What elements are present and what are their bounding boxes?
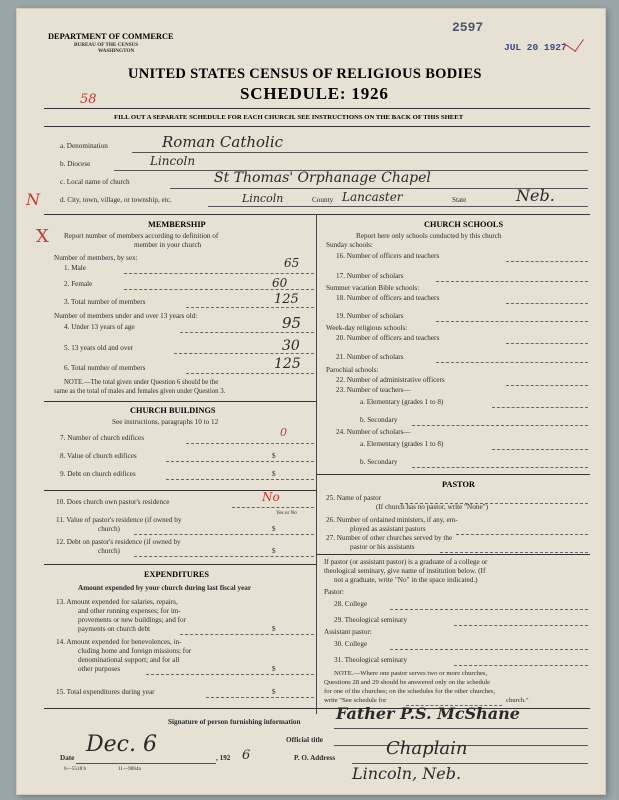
membership-intro-2: member in your church xyxy=(134,241,202,249)
received-date-stamp: JUL 20 1927 xyxy=(504,42,567,53)
q15-dollar: $ xyxy=(272,688,276,696)
membership-intro-1: Report number of members according to definition of xyxy=(64,232,219,240)
q24-label: 24. Number of scholars— xyxy=(336,428,411,436)
county-value: Lancaster xyxy=(342,190,403,204)
q22-label: 22. Number of administrative officers xyxy=(336,376,445,384)
denomination-label: a. Denomination xyxy=(60,142,108,150)
q14-label: 14. Amount expended for benevolences, in- xyxy=(56,638,182,646)
city-header: WASHINGTON xyxy=(98,48,135,54)
expenditures-sub: Amount expended by your church during last fiscal year xyxy=(78,584,252,592)
q24a-label: a. Elementary (grades 1 to 8) xyxy=(360,440,444,448)
q13-label: 13. Amount expended for salaries, repairs, xyxy=(56,598,178,606)
schools-intro: Report here only schools conducted by this church xyxy=(356,232,502,240)
q8-dollar: $ xyxy=(272,452,276,460)
year-digit: 6 xyxy=(242,748,251,763)
po-address-line1: Chaplain xyxy=(386,738,468,759)
top-rule xyxy=(44,108,590,109)
form-number: 6—5518 b xyxy=(64,766,87,772)
pastor-note-5: church." xyxy=(506,697,529,704)
serial-number: 2597 xyxy=(452,20,484,35)
graduate-text-1: If pastor (or assistant pastor) is a graduate of a college or xyxy=(324,558,488,566)
pastor-title: PASTOR xyxy=(442,480,475,489)
pastor-note-2: Questions 28 and 29 should be answered only on the schedule xyxy=(324,679,491,686)
diocese-label: b. Diocese xyxy=(60,160,91,168)
q4-label: 4. Under 13 years of age xyxy=(64,323,135,331)
q18-label: 18. Number of officers and teachers xyxy=(336,294,440,302)
q15-label: 15. Total expenditures during year xyxy=(56,688,155,696)
signature-value: Father P.S. McShane xyxy=(336,704,520,723)
state-label: State xyxy=(452,196,467,204)
q20-label: 20. Number of officers and teachers xyxy=(336,334,440,342)
pastor-sub-label: Pastor: xyxy=(324,588,344,596)
graduate-text-3: not a graduate, write "No" in the space indicated.) xyxy=(334,576,478,584)
q5-value: 30 xyxy=(282,338,300,354)
date-label: Date xyxy=(60,754,75,762)
q12-label: 12. Debt on pastor's residence (if owned by xyxy=(56,538,181,546)
department-header: DEPARTMENT OF COMMERCE xyxy=(48,32,174,41)
schools-title: CHURCH SCHOOLS xyxy=(424,220,504,229)
official-title-label: Official title xyxy=(286,736,323,744)
q6-value: 125 xyxy=(274,356,301,372)
q11-label-2: church) xyxy=(98,525,120,533)
city-label: d. City, town, village, or township, etc. xyxy=(60,196,172,204)
expenditures-title: EXPENDITURES xyxy=(144,570,210,579)
weekday-label: Week-day religious schools: xyxy=(326,324,408,332)
q23-label: 23. Number of teachers— xyxy=(336,386,411,394)
q12-dollar: $ xyxy=(272,547,276,555)
graduate-text-2: theological seminary, give name of institution below. (If xyxy=(324,567,486,575)
column-divider xyxy=(316,214,317,714)
church-name-label: c. Local name of church xyxy=(60,178,130,186)
instruction-rule xyxy=(44,126,590,127)
membership-title: MEMBERSHIP xyxy=(148,220,206,229)
pastor-note-4: write "See schedule for xyxy=(324,697,387,704)
q9-dollar: $ xyxy=(272,470,276,478)
city-value: Lincoln xyxy=(242,192,284,205)
q13-label-2: and other running expenses; for im- xyxy=(78,607,181,615)
denomination-value: Roman Catholic xyxy=(162,133,284,151)
age-intro-label: Number of members under and over 13 years old: xyxy=(54,312,198,320)
q31-label: 31. Theological seminary xyxy=(334,656,408,664)
section-rule xyxy=(44,214,590,215)
buildings-sub: See instructions, paragraphs 10 to 12 xyxy=(112,418,219,426)
q13-label-3: provements or new buildings; and for xyxy=(78,616,186,624)
q6-label: 6. Total number of members xyxy=(64,364,146,372)
sunday-label: Sunday schools: xyxy=(326,241,373,249)
q13-dollar: $ xyxy=(272,625,276,633)
signature-label: Signature of person furnishing information xyxy=(168,718,301,726)
q5-label: 5. 13 years old and over xyxy=(64,344,134,352)
q28-label: 28. College xyxy=(334,600,368,608)
membership-note-1: NOTE.—The total given under Question 6 should be the xyxy=(64,379,219,386)
buildings-title: CHURCH BUILDINGS xyxy=(130,406,216,415)
q25-sub: (If church has no pastor, write "None") xyxy=(376,503,488,511)
state-value: Neb. xyxy=(516,186,555,205)
print-number: 11—9064a xyxy=(118,766,141,772)
q27-label: 27. Number of other churches served by the xyxy=(326,534,453,542)
po-address-line2: Lincoln, Neb. xyxy=(352,764,462,783)
q26-label-2: ployed as assistant pastors xyxy=(350,525,426,533)
q26-label: 26. Number of ordained ministers, if any, em- xyxy=(326,516,458,524)
by-sex-label: Number of members, by sex: xyxy=(54,254,138,262)
q19-label: 19. Number of scholars xyxy=(336,312,404,320)
q29-label: 29. Theological seminary xyxy=(334,616,408,624)
form-title: UNITED STATES CENSUS OF RELIGIOUS BODIES xyxy=(128,66,482,82)
q24b-label: b. Secondary xyxy=(360,458,398,466)
q1-value: 65 xyxy=(284,256,300,270)
diocese-value: Lincoln xyxy=(150,154,196,168)
q23a-label: a. Elementary (grades 1 to 8) xyxy=(360,398,444,406)
q16-label: 16. Number of officers and teachers xyxy=(336,252,440,260)
q9-label: 9. Debt on church edifices xyxy=(60,470,136,478)
assistant-sub-label: Assistant pastor: xyxy=(324,628,372,636)
q7-label: 7. Number of church edifices xyxy=(60,434,145,442)
q1-label: 1. Male xyxy=(64,264,86,272)
q14-label-3: denominational support; and for all xyxy=(78,656,180,664)
q2-label: 2. Female xyxy=(64,280,93,288)
q10-label: 10. Does church own pastor's residence xyxy=(56,498,170,506)
q3-label: 3. Total number of members xyxy=(64,298,146,306)
q11-dollar: $ xyxy=(272,525,276,533)
q10-value: No xyxy=(262,490,280,504)
parochial-label: Parochial schools: xyxy=(326,366,379,374)
q4-value: 95 xyxy=(282,314,302,332)
margin-mark-x: X xyxy=(36,226,49,247)
form-subtitle: SCHEDULE: 1926 xyxy=(240,84,389,103)
summer-label: Summer vacation Bible schools: xyxy=(326,284,420,292)
year-prefix: , 192 xyxy=(216,754,231,762)
q23b-label: b. Secondary xyxy=(360,416,398,424)
q21-label: 21. Number of scholars xyxy=(336,353,404,361)
q2-value: 60 xyxy=(272,276,288,290)
po-address-label: P. O. Address xyxy=(294,754,336,762)
margin-number: 58 xyxy=(80,92,97,107)
bureau-header: BUREAU OF THE CENSUS xyxy=(74,42,139,48)
q3-value: 125 xyxy=(274,292,299,307)
q30-label: 30. College xyxy=(334,640,368,648)
q12-label-2: church) xyxy=(98,547,120,555)
q17-label: 17. Number of scholars xyxy=(336,272,404,280)
q11-label: 11. Value of pastor's residence (if owned by xyxy=(56,516,182,524)
q27-label-2: pastor or his assistants xyxy=(350,543,415,551)
q14-label-2: cluding home and foreign missions; for xyxy=(78,647,192,655)
yes-no-hint: Yes or No xyxy=(276,510,297,516)
margin-mark-n: N xyxy=(26,190,40,209)
q13-label-4: payments on church debt xyxy=(78,625,151,633)
instruction-line: FILL OUT A SEPARATE SCHEDULE FOR EACH CHURCH. SEE INSTRUCTIONS ON THE BACK OF THIS SHEET xyxy=(114,114,464,121)
county-label: County xyxy=(312,196,334,204)
q8-label: 8. Value of church edifices xyxy=(60,452,137,460)
q7-value: 0 xyxy=(280,426,287,439)
date-value: Dec. 6 xyxy=(86,732,157,757)
q14-dollar: $ xyxy=(272,665,276,673)
q14-label-4: other purposes xyxy=(78,665,121,673)
census-schedule-form xyxy=(16,8,606,795)
church-name-value: St Thomas' Orphanage Chapel xyxy=(214,170,431,186)
q25-label: 25. Name of pastor xyxy=(326,494,382,502)
membership-note-2: same as the total of males and females given under Question 3. xyxy=(54,388,226,395)
pastor-note-1: NOTE.—Where one pastor serves two or more churches, xyxy=(334,670,488,677)
pastor-note-3: for one of the churches; on the schedules for the other churches, xyxy=(324,688,496,695)
